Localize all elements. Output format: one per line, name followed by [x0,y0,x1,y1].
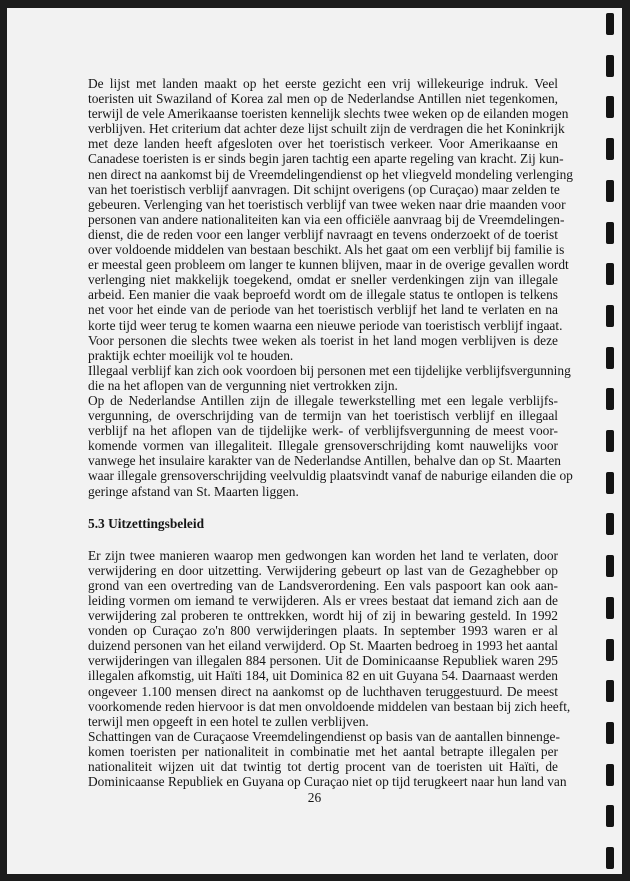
paragraph [88,728,567,790]
text-line: komende vormen van illegaliteit. Illegale grensoverschrijding komt nauwelijks voor [88,438,558,454]
text-line: er meestal geen probleem om langer te kunnen blijven, maar in de overige gevallen wordt [88,257,569,273]
text-line: illegalen afkomstig, uit Haïti 184, uit Dominica 82 en uit Guyana 54. Daarnaast werden [88,668,558,684]
text-line: personen van andere nationaliteiten kan via een officiële aanvraag bij de Vreemdelingen- [88,211,565,227]
paragraph [88,76,573,363]
text-line: Op de Nederlandse Antillen zijn de illegale tewerkstelling met een legale verblijfs- [88,392,558,408]
binding-hole-mark [606,805,614,827]
text-line: terwijl de vele Amerikaanse toeristen kennelijk slechts twee weken op de eilanden mogen [88,106,569,122]
text-line: Illegaal verblijf kan zich ook voordoen bij personen met een tijdelijke verblijfsvergunning [88,362,571,378]
text-line: geringe afstand van St. Maarten liggen. [88,483,299,499]
text-line: vonden op Curaçao zo'n 800 verwijderingen plaats. In september 1993 waren er al [88,623,558,639]
text-line: Dominicaanse Republiek en Guyana op Curaçao niet op tijd terugkeert naar hun land van [88,774,567,790]
text-line: nen direct na aankomst bij de Vreemdelingendienst op het vliegveld mondeling verlenging [88,166,573,182]
binding-hole-mark [606,680,614,702]
text-line: over voldoende middelen van bestaan beschikt. Als het gaat om een verblijf bij familie is [88,242,565,258]
binding-hole-mark [606,55,614,77]
text-line: met deze landen heeft afgesloten over het toeristisch verkeer. Voor Amerikaanse en [88,136,558,152]
text-line: komen toeristen per nationaliteit in combinatie met het aantal betrapte illegalen per [88,743,558,759]
text-line: gebeuren. Verlenging van het toeristisch verblijf van twee weken naar drie maanden voor [88,196,566,212]
text-line: korte tijd weer terug te komen waarna een nieuwe periode van toeristisch verblijf ingaat. [88,317,563,333]
binding-hole-mark [606,513,614,535]
text-line: verblijven. Het criterium dat achter deze lijst schuilt zijn de verdragen die het Koninkrijk [88,121,565,137]
body-text [88,76,573,790]
text-line: Er zijn twee manieren waarop men gedwongen kan worden het land te verlaten, door [88,547,558,563]
text-line: duizend personen van het eiland verwijderd. Op St. Maarten bedroeg in 1993 het aantal [88,638,558,654]
text-line: Canadese toeristen is er sinds begin jaren tachtig een aparte regeling van kracht. Zij kun- [88,151,564,167]
binding-hole-mark [606,430,614,452]
text-line: toeristen uit Swaziland of Korea zal men op de Nederlandse Antillen niet tegenkomen, [88,91,558,107]
text-line: dienst, die de reden voor een langer verblijf navraagt en tevens onderzoekt of de toerist [88,226,558,242]
page-number: 26 [307,790,322,805]
binding-hole-mark [606,138,614,160]
binding-hole-mark [606,305,614,327]
text-line: vergunning, de overschrijding van de termijn van het toeristisch verblijf en illegaal [88,408,558,424]
paragraph [88,392,573,499]
text-line: grond van een overtreding van de Landsverordening. Een vals paspoort kan ook aan- [88,577,558,593]
text-line: verwijdering en door uitzetting. Verwijdering gebeurt op last van de Gezaghebber op [88,562,558,578]
binding-hole-mark [606,597,614,619]
binding-hole-mark [606,347,614,369]
text-line: Schattingen van de Curaçaose Vreemdelingendienst op basis van de aantallen binnenge- [88,728,560,744]
text-line: waar illegale grensoverschrijding veelvuldig plaatsvindt vanaf de naburige eilanden die op [88,468,573,484]
binding-hole-mark [606,222,614,244]
document-page [7,8,622,874]
text-line: net voor het einde van de periode van het toeristisch verblijf het land te verlaten en na [88,302,558,318]
text-line: Voor personen die slechts twee weken als toerist in het land mogen verblijven is deze [88,332,558,348]
paragraph [88,362,571,393]
binding-hole-mark [606,472,614,494]
binding-hole-mark [606,555,614,577]
binding-hole-mark [606,639,614,661]
text-line: verblijf na het aflopen van de tijdelijke werk- of verblijfsvergunning de meest voor- [88,423,558,439]
section-heading: 5.3 Uitzettingsbeleid [88,515,205,531]
binding-hole-mark [606,388,614,410]
binding-hole-mark [606,13,614,35]
text-line: verwijderingen van illegalen 884 personen. Uit de Dominicaanse Republiek waren 295 [88,653,558,669]
binding-hole-mark [606,96,614,118]
paragraph [88,547,571,729]
text-line: arbeid. Een manier die vaak beproefd wordt om de illegale status te ontlopen is telkens [88,287,558,303]
text-line: leiding vormen om iemand te verwijderen. Als er vrees bestaat dat iemand zich aan de [88,593,558,608]
text-line: van het toeristisch verblijf aanvragen. Dit schijnt overigens (op Curaçao) maar zelden te [88,181,560,197]
binding-hole-mark [606,847,614,869]
binding-hole-mark [606,764,614,786]
text-line: De lijst met landen maakt op het eerste gezicht een vrij willekeurige indruk. Veel [88,76,558,91]
text-line: verwijdering zal proberen te onttrekken, wordt hij of zij in bewaring gesteld. In 1992 [88,608,558,624]
text-line: verlenging niet makkelijk toegekend, omdat er sneller verdenkingen zijn van illegale [88,272,558,288]
binding-hole-mark [606,180,614,202]
text-line: die na het aflopen van de vergunning niet vertrokken zijn. [88,377,398,393]
text-line: vanwege het insulaire karakter van de Nederlandse Antillen, behalve dan op St. Maarten [88,453,561,469]
text-line: nationaliteit wijzen uit dat twintig tot dertig procent van de toeristen uit Haïti, de [88,759,558,775]
binding-hole-mark [606,722,614,744]
text-line: terwijl men opgeeft in een hotel te zullen verblijven. [88,713,369,729]
binding-hole-mark [606,263,614,285]
text-line: ongeveer 1.100 mensen direct na aankomst op de luchthaven teruggestuurd. De meest [88,683,558,699]
text-line: praktijk echter moeilijk vol te houden. [88,347,294,363]
text-line: voorkomende reden hiervoor is dat men onvoldoende middelen van bestaan bij zich heeft, [88,698,571,714]
